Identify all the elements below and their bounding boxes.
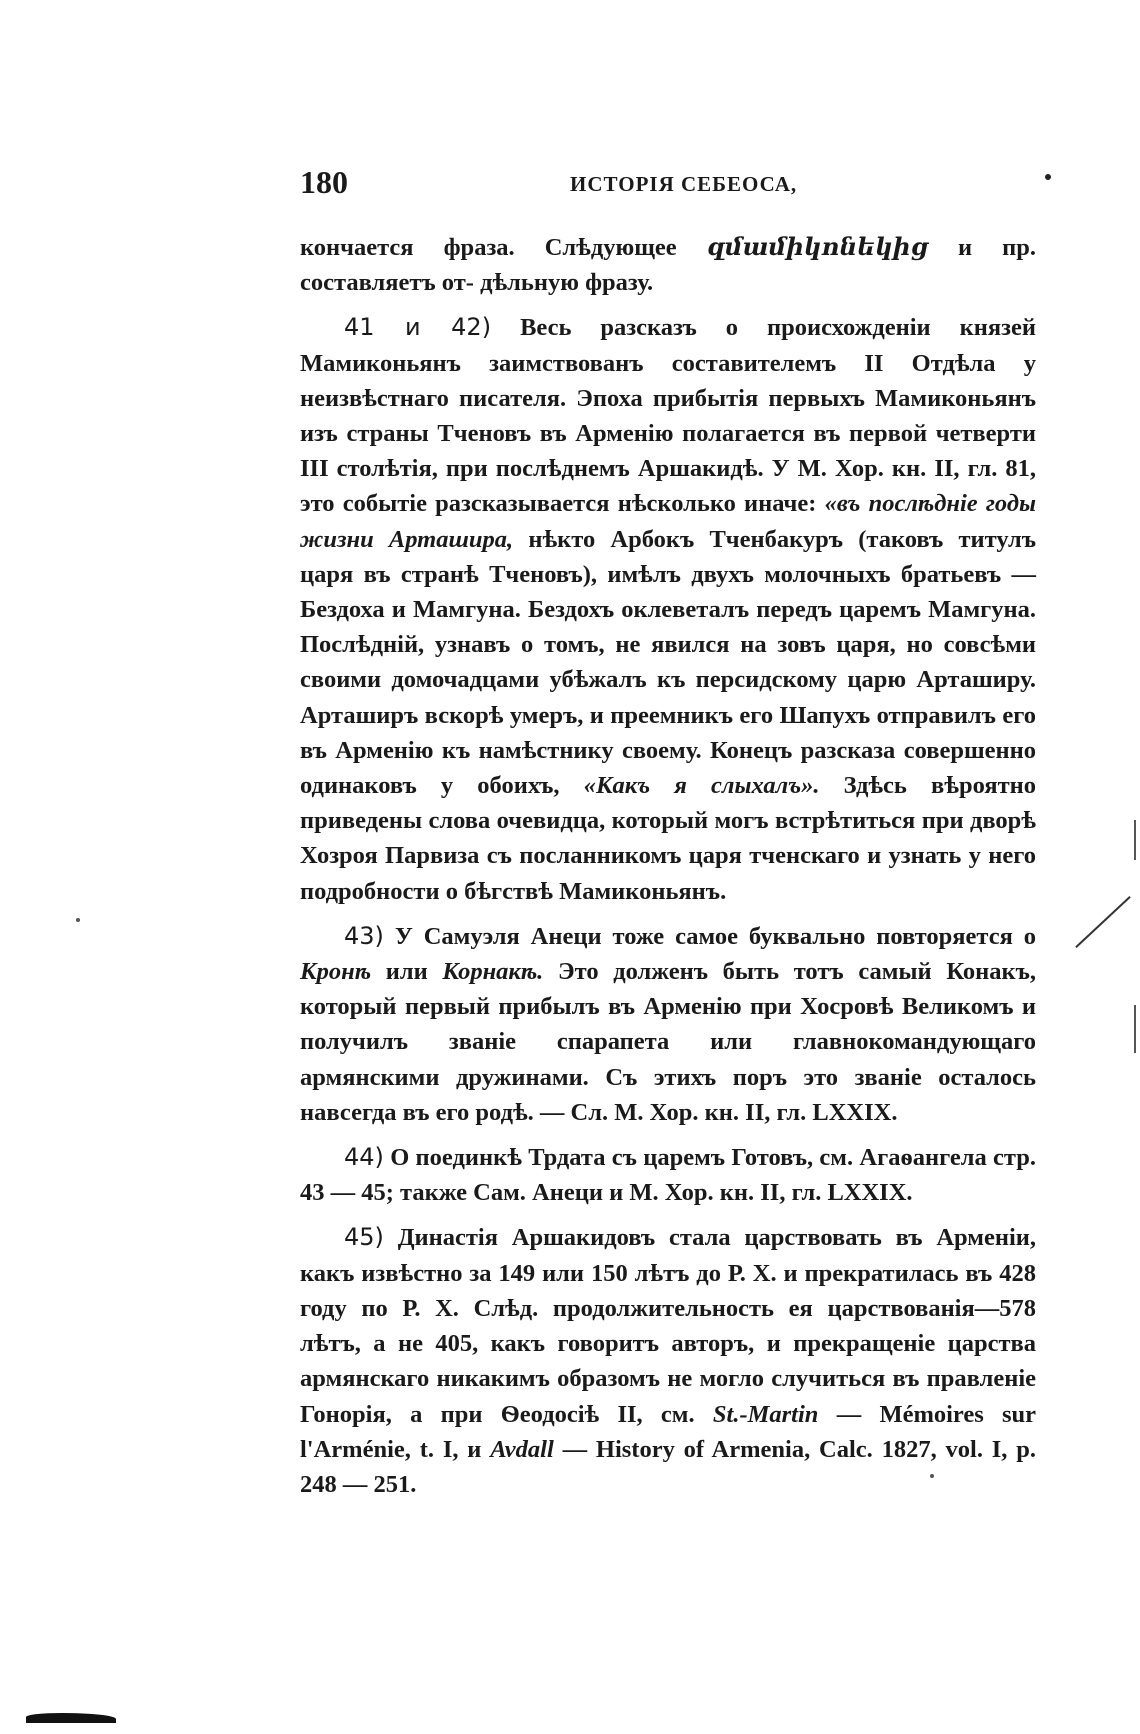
text-segment: Это долженъ быть тотъ самый Конакъ, который первый прибылъ въ Арменію при Хосровѣ Великомъ и получилъ званіе спарапета или главнокомандующаго армянскими дружинами. Съ этихъ поръ это званіе осталось навсегда въ его родѣ. — Сл. М. Хор. кн. II, гл. LXXIX. (300, 958, 1037, 1126)
italic-author: St.-Martin (712, 1400, 819, 1428)
text-segment: дѣльную фразу. (480, 269, 654, 297)
text-segment: или (385, 958, 428, 986)
note-number: 45) (344, 1223, 384, 1252)
stray-dot (76, 918, 80, 922)
page-number: 180 (300, 164, 348, 200)
text-segment: и пр. составляетъ от- (300, 234, 1036, 297)
note-number: 44) (344, 1143, 384, 1172)
note-number: 43) (344, 921, 384, 950)
text-segment: нѣкто Арбокъ Тченбакуръ (таковъ титулъ царя въ странѣ Тченовъ), имѣлъ двухъ молочныхъ братьевъ — Бездоха и Мамгуна. Бездохъ оклеветалъ передъ царемъ Мамгуна. Послѣдній, узнавъ о томъ, не явился на зовъ царя, но совсѣми своими домочадцами убѣжалъ къ персидскому царю Арташиру. Арташиръ вскорѣ умеръ, и преемникъ его Шапухъ отправилъ его въ Арменію къ намѣстнику своему. Конецъ разсказа совершенно одинаковъ у обоихъ, (300, 525, 1036, 800)
text-segment: кончается фраза. Слѣдующее (300, 234, 677, 261)
italic-author: Avdall (490, 1435, 554, 1463)
margin-mark (1134, 1005, 1136, 1053)
margin-slash (1075, 896, 1130, 948)
italic-quote-end: «Какъ я слыхалъ». (583, 772, 820, 800)
running-title: ИСТОРІЯ СЕБЕОСА, (570, 172, 798, 196)
text-segment: — History of Armenia, Calc. 1827, vol. I, p. 248 — 251. (300, 1435, 1037, 1498)
italic-quote: «въ послѣдніе годы жизни Арташира, (300, 490, 1036, 553)
text-segment: У Самуэля Анеци тоже самое буквально повторяется о (394, 922, 1036, 950)
text-segment: — Mémoires sur l'Arménie, t. I, и (300, 1400, 1037, 1463)
page-header (300, 164, 1048, 204)
margin-mark (1134, 820, 1136, 860)
note-number: 41 и 42) (344, 313, 492, 342)
paragraph-continuation (300, 230, 1036, 300)
page-body (300, 230, 1036, 1502)
note-44 (300, 1140, 1036, 1210)
italic-name: Корнакѣ. (442, 958, 544, 986)
text-segment: Династія Аршакидовъ стала царствовать въ Арменіи, какъ извѣстно за 149 или 150 лѣтъ до Р. X. и прекратилась въ 428 году по Р. X. Слѣд. продолжительность ея царствованія—578 лѣтъ, а не 405, какъ говоритъ авторъ, и прекращеніе царства армянскаго никакимъ образомъ не могло случиться въ правленіе Гонорія, а при Ѳеодосіѣ II, см. (300, 1224, 1037, 1428)
note-43 (300, 919, 1036, 1130)
note-45 (300, 1220, 1036, 1502)
armenian-word: զմամիկոնեկից (706, 234, 928, 261)
stray-dot (930, 1474, 934, 1478)
note-41-42 (300, 310, 1036, 908)
text-segment: Весь разсказъ о происхожденіи князей Мамиконьянъ заимствованъ составителемъ II Отдѣла у неизвѣстнаго писателя. Эпоха прибытія первыхъ Мамиконьянъ изъ страны Тченовъ въ Арменію полагается въ первой четверти III столѣтія, при послѣднемъ Аршакидѣ. У М. Хор. кн. II, гл. 81, это событіе разсказывается нѣсколько иначе: (300, 314, 1037, 518)
text-segment: Здѣсь вѣроятно приведены слова очевидца, который могъ встрѣтиться при дворѣ Хозроя Парвиза съ посланникомъ царя тченскаго и узнать у него подробности о бѣгствѣ Мамиконьянъ. (300, 772, 1037, 905)
italic-name: Кронѣ (300, 958, 372, 986)
header-dot (1045, 174, 1051, 180)
text-segment: О поединкѣ Трдата съ царемъ Готовъ, см. Агаѳангела стр. 43 — 45; также Сам. Анеци и М. Хор. кн. II, гл. LXXIX. (300, 1144, 1037, 1207)
scan-smear (26, 1713, 116, 1723)
